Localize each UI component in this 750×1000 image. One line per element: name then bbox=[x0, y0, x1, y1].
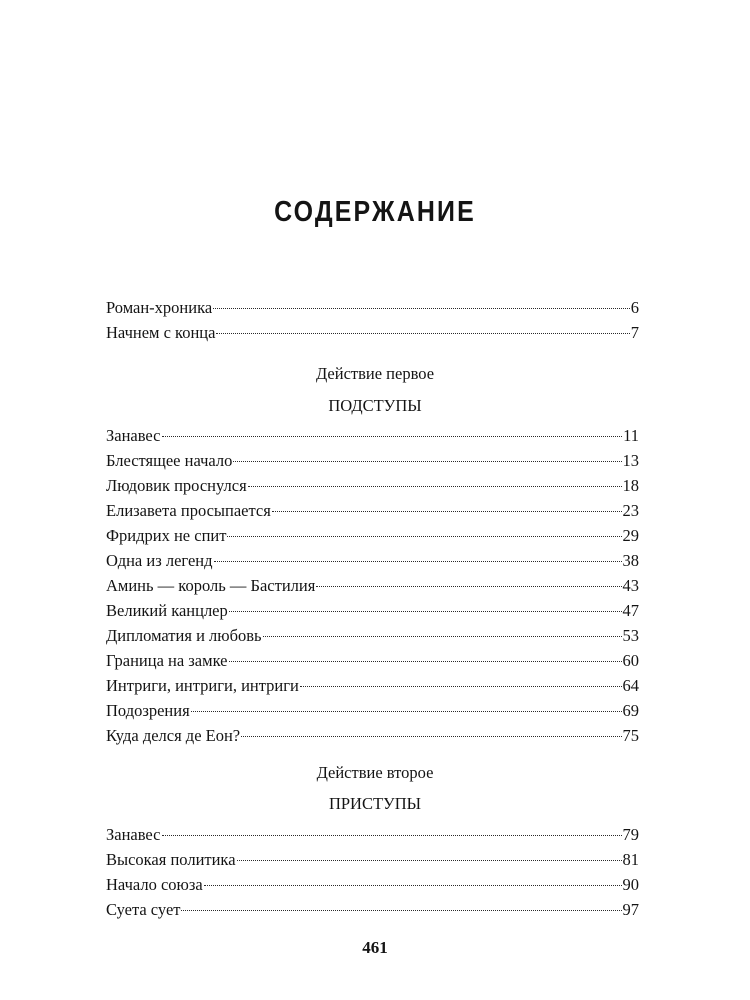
dot-leader bbox=[237, 860, 622, 861]
act1-heading: Действие первое bbox=[315, 364, 435, 383]
dot-leader bbox=[229, 661, 622, 662]
toc-entry-label: Подозрения bbox=[106, 701, 190, 720]
dot-leader bbox=[162, 436, 623, 437]
page-number: 461 bbox=[362, 938, 388, 957]
toc-act2-list bbox=[106, 822, 639, 922]
toc-entry bbox=[106, 548, 639, 573]
dot-leader bbox=[272, 511, 622, 512]
dot-leader bbox=[316, 586, 621, 587]
dot-leader bbox=[229, 611, 622, 612]
toc-act1-list bbox=[106, 423, 639, 748]
toc-entry-label: Аминь — король — Бастилия bbox=[106, 576, 316, 595]
dot-leader bbox=[248, 486, 622, 487]
toc-entry-page: 7 bbox=[630, 323, 639, 342]
toc-entry-page: 97 bbox=[622, 900, 639, 919]
toc-entry bbox=[106, 320, 639, 345]
toc-entry bbox=[106, 523, 639, 548]
toc-entry bbox=[106, 498, 639, 523]
toc-entry-label: Начнем с конца bbox=[106, 323, 216, 342]
dot-leader bbox=[241, 736, 621, 737]
toc-entry-page: 13 bbox=[622, 451, 639, 470]
toc-entry-label: Интриги, интриги, интриги bbox=[106, 676, 299, 695]
dot-leader bbox=[204, 885, 622, 886]
toc-entry bbox=[106, 822, 639, 847]
dot-leader bbox=[227, 536, 621, 537]
toc-entry-page: 29 bbox=[622, 526, 639, 545]
toc-entry-page: 43 bbox=[622, 576, 639, 595]
toc-entry bbox=[106, 448, 639, 473]
toc-entry bbox=[106, 473, 639, 498]
dot-leader bbox=[191, 711, 622, 712]
toc-entry-page: 79 bbox=[622, 825, 639, 844]
toc-entry-page: 81 bbox=[622, 850, 639, 869]
toc-entry-page: 90 bbox=[622, 875, 639, 894]
act1-subheading: ПОДСТУПЫ bbox=[328, 396, 422, 415]
toc-entry bbox=[106, 648, 639, 673]
toc-entry-label: Куда делся де Еон? bbox=[106, 726, 241, 745]
toc-entry-label: Роман-хроника bbox=[106, 298, 213, 317]
act2-subheading: ПРИСТУПЫ bbox=[328, 794, 422, 813]
toc-entry-label: Елизавета просыпается bbox=[106, 501, 271, 520]
page-title: СОДЕРЖАНИЕ bbox=[274, 196, 476, 228]
toc-entry-page: 53 bbox=[622, 626, 639, 645]
dot-leader bbox=[181, 910, 621, 911]
dot-leader bbox=[263, 636, 622, 637]
toc-entry-label: Фридрих не спит bbox=[106, 526, 227, 545]
toc-entry-label: Начало союза bbox=[106, 875, 203, 894]
toc-entry-label: Граница на замке bbox=[106, 651, 228, 670]
toc-entry-page: 75 bbox=[622, 726, 639, 745]
toc-entry bbox=[106, 847, 639, 872]
toc-intro-list bbox=[106, 295, 639, 345]
dot-leader bbox=[213, 308, 630, 309]
toc-entry-label: Великий канцлер bbox=[106, 601, 228, 620]
toc-entry-page: 64 bbox=[622, 676, 639, 695]
toc-entry bbox=[106, 872, 639, 897]
toc-entry-page: 11 bbox=[623, 426, 639, 445]
toc-entry-page: 6 bbox=[630, 298, 639, 317]
toc-entry bbox=[106, 423, 639, 448]
toc-entry bbox=[106, 723, 639, 748]
toc-entry bbox=[106, 698, 639, 723]
toc-entry-label: Занавес bbox=[106, 825, 161, 844]
dot-leader bbox=[162, 835, 622, 836]
toc-entry-page: 47 bbox=[622, 601, 639, 620]
toc-entry bbox=[106, 673, 639, 698]
toc-entry-page: 38 bbox=[622, 551, 639, 570]
act2-heading: Действие второе bbox=[316, 763, 434, 782]
toc-entry bbox=[106, 623, 639, 648]
toc-entry-label: Занавес bbox=[106, 426, 161, 445]
toc-entry-label: Высокая политика bbox=[106, 850, 236, 869]
dot-leader bbox=[300, 686, 622, 687]
toc-entry-page: 69 bbox=[622, 701, 639, 720]
toc-entry-page: 18 bbox=[622, 476, 639, 495]
dot-leader bbox=[233, 461, 621, 462]
toc-entry bbox=[106, 897, 639, 922]
toc-entry-page: 60 bbox=[622, 651, 639, 670]
toc-entry bbox=[106, 598, 639, 623]
toc-entry bbox=[106, 295, 639, 320]
toc-entry-page: 23 bbox=[622, 501, 639, 520]
toc-entry-label: Людовик проснулся bbox=[106, 476, 247, 495]
toc-entry-label: Блестящее начало bbox=[106, 451, 233, 470]
dot-leader bbox=[216, 333, 629, 334]
toc-entry bbox=[106, 573, 639, 598]
toc-entry-label: Суета сует bbox=[106, 900, 181, 919]
dot-leader bbox=[214, 561, 622, 562]
toc-entry-label: Дипломатия и любовь bbox=[106, 626, 262, 645]
toc-entry-label: Одна из легенд bbox=[106, 551, 213, 570]
